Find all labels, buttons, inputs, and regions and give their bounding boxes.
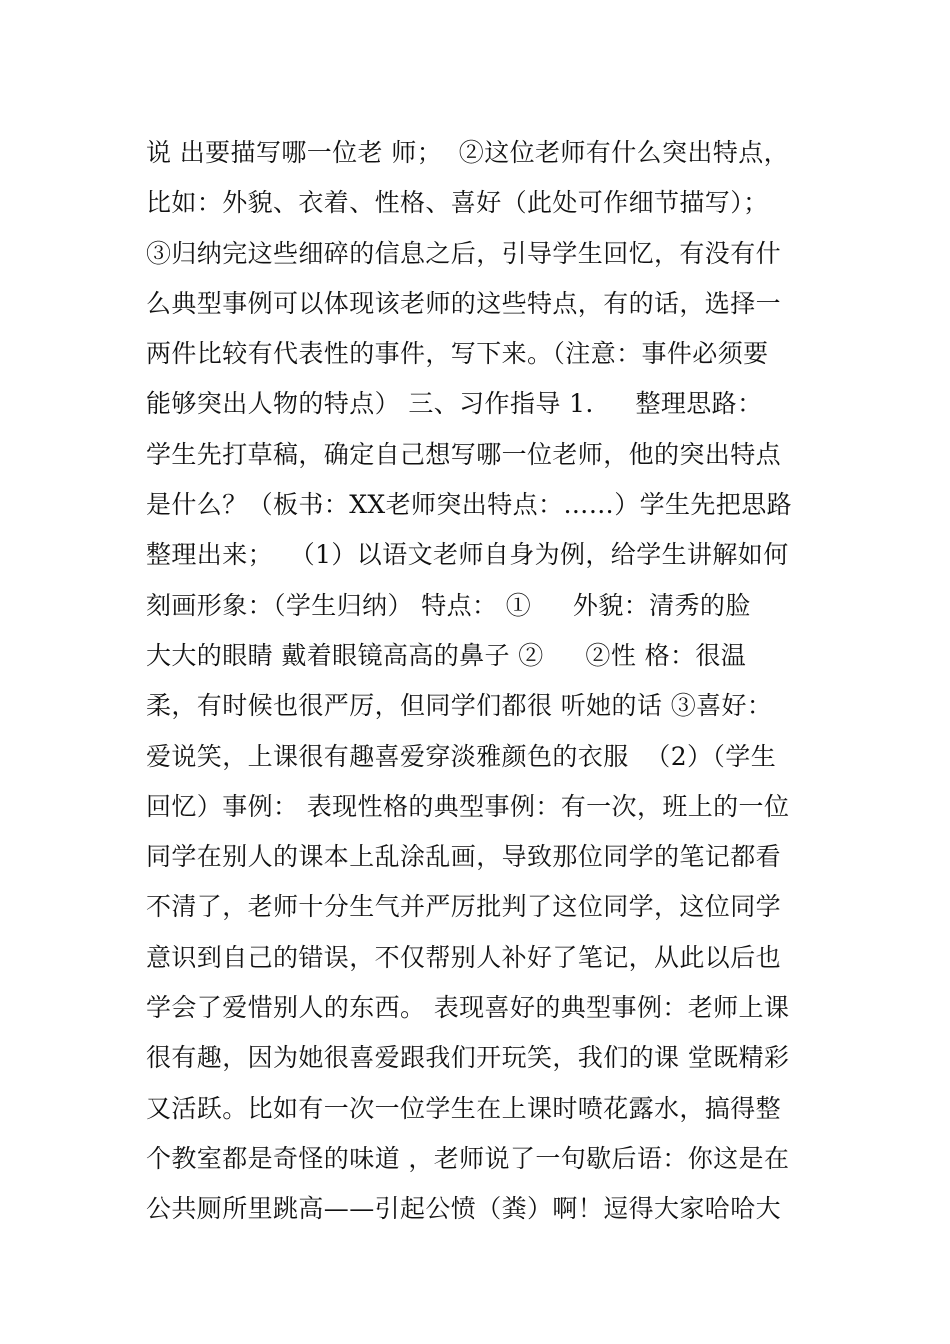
text-line: 是什么？（板书：XX老师突出特点：……）学生先把思路 [146,490,792,520]
text-line: 回忆）事例： 表现性格的典型事例：有一次，班上的一位 [146,791,790,821]
text-line: 学生先打草稿，确定自己想写哪一位老师，他的突出特点 [146,439,782,469]
text-line: 大大的眼睛 戴着眼镜高高的鼻子 ② ②性 格：很温 [146,640,747,670]
text-line: 很有趣，因为她很喜爱跟我们开玩笑，我们的课 堂既精彩 [146,1043,790,1073]
text-line: 么典型事例可以体现该老师的这些特点，有的话，选择一 [146,288,782,318]
text-line: 不清了，老师十分生气并严厉批判了这位同学，这位同学 [146,892,782,922]
text-line: 两件比较有代表性的事件，写下来。（注意：事件必须要 [146,339,769,369]
text-line: 公共厕所里跳高——引起公愤（粪）啊！逗得大家哈哈大 [146,1194,782,1224]
text-line: 柔，有时候也很严厉，但同学们都很 听她的话 ③喜好： [146,691,773,721]
text-line: 又活跃。比如有一次一位学生在上课时喷花露水，搞得整 [146,1093,782,1123]
text-line: 意识到自己的错误，不仅帮别人补好了笔记，从此以后也 [146,942,782,972]
text-line: 学会了爱惜别人的东西。 表现喜好的典型事例：老师上课 [146,993,790,1023]
text-line: 同学在别人的课本上乱涂乱画，导致那位同学的笔记都看 [146,842,782,872]
text-line: 比如：外貌、衣着、性格、喜好（此处可作细节描写）； [146,188,769,218]
text-line: 个教室都是奇怪的味道 ，老师说了一句歇后语：你这是在 [146,1143,790,1173]
text-line: 整理出来； （1）以语文老师自身为例，给学生讲解如何 [146,540,789,570]
text-line: 能够突出人物的特点） 三、习作指导 1. 整理思路： [146,389,763,419]
text-line: 爱说笑，上课很有趣喜爱穿淡雅颜色的衣服 （2）（学生 [146,741,777,771]
text-line: 说 出要描写哪一位老 师； ②这位老师有什么突出特点， [146,138,789,167]
text-line: ③归纳完这些细碎的信息之后，引导学生回忆，有没有什 [146,238,782,268]
text-line: 刻画形象：（学生归纳） 特点： ① 外貌：清秀的脸 [146,590,751,620]
body-text [146,128,816,1235]
